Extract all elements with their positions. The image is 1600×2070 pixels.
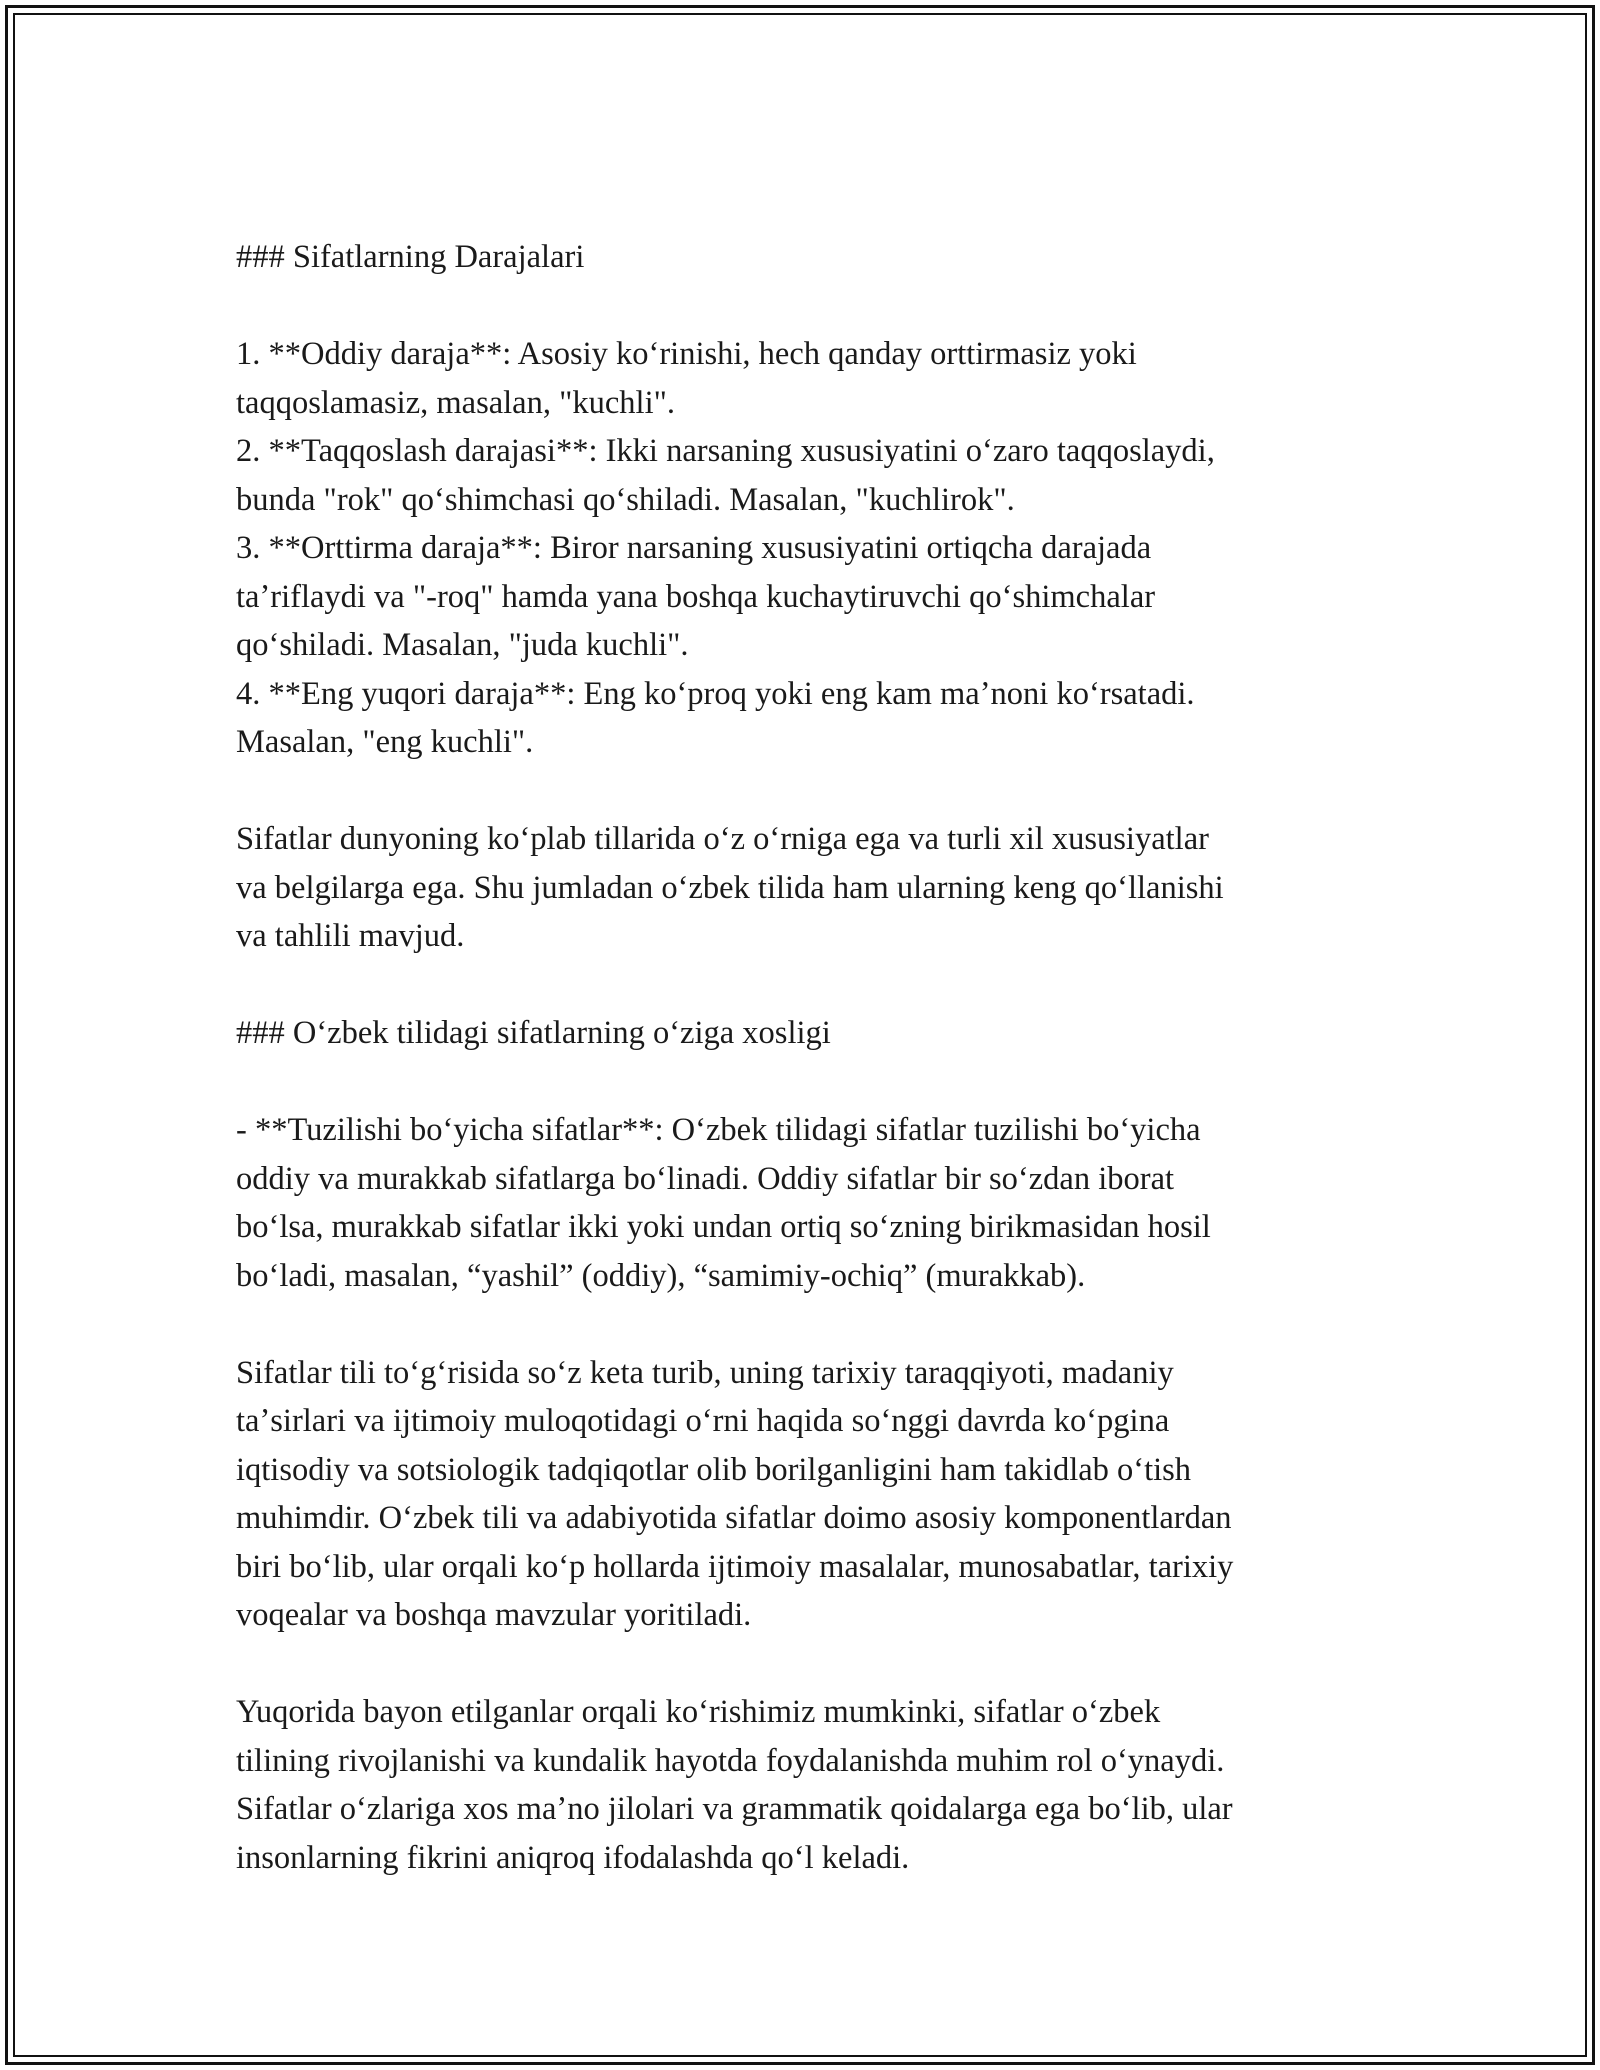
list-line: 2. **Taqqoslash darajasi**: Ikki narsaning xususiyatini oʻzaro taqqoslaydi,	[236, 433, 1215, 469]
paragraph-line: iqtisodiy va sotsiologik tadqiqotlar olib borilganligini ham takidlab oʻtish	[236, 1451, 1192, 1488]
spacer	[236, 1300, 1376, 1349]
bullet-line: - **Tuzilishi boʻyicha sifatlar**: Oʻzbek tilidagi sifatlar tuzilishi boʻyicha	[236, 1112, 1201, 1148]
spacer	[236, 282, 1376, 331]
bullet-line: boʻladi, masalan, “yashil” (oddiy), “samimiy-ochiq” (murakkab).	[236, 1257, 1086, 1294]
bullet-line: oddiy va murakkab sifatlarga boʻlinadi. Oddiy sifatlar bir soʻzdan iborat	[236, 1160, 1175, 1197]
paragraph-line: tilining rivojlanishi va kundalik hayotda foydalanishda muhim rol oʻynaydi.	[236, 1742, 1225, 1779]
paragraph-line: Sifatlar tili toʻgʻrisida soʻz keta turib, uning tarixiy taraqqiyoti, madaniy	[236, 1354, 1174, 1391]
spacer	[236, 961, 1376, 1010]
list-line: bunda "rok" qoʻshimchasi qoʻshiladi. Masalan, "kuchlirok".	[236, 481, 1015, 518]
list-line: 3. **Orttirma daraja**: Biror narsaning xususiyatini ortiqcha darajada	[236, 530, 1152, 566]
list-line: Masalan, "eng kuchli".	[236, 724, 534, 760]
list-line: 1. **Oddiy daraja**: Asosiy koʻrinishi, hech qanday orttirmasiz yoki	[236, 336, 1137, 372]
list-line: taqqoslamasiz, masalan, "kuchli".	[236, 384, 675, 421]
spacer	[236, 1640, 1376, 1689]
section-heading-darajalar: ### Sifatlarning Darajalari	[236, 239, 585, 275]
paragraph-line: Yuqorida bayon etilganlar orqali koʻrishimiz mumkinki, sifatlar oʻzbek	[236, 1694, 1161, 1730]
spacer	[236, 767, 1376, 816]
bullet-structure	[236, 1106, 1376, 1300]
paragraph-line: taʼsirlari va ijtimoiy muloqotidagi oʻrni haqida soʻnggi davrda koʻpgina	[236, 1403, 1170, 1439]
bullet-line: boʻlsa, murakkab sifatlar ikki yoki undan ortiq soʻzning birikmasidan hosil	[236, 1209, 1211, 1245]
paragraph-world-languages	[236, 815, 1376, 961]
list-line: taʼriflaydi va "-roq" hamda yana boshqa kuchaytiruvchi qoʻshimchalar	[236, 578, 1156, 615]
paragraph-line: biri boʻlib, ular orqali koʻp hollarda ijtimoiy masalalar, munosabatlar, tarixiy	[236, 1548, 1234, 1585]
paragraph-line: muhimdir. Oʻzbek tili va adabiyotida sifatlar doimo asosiy komponentlardan	[236, 1500, 1232, 1536]
spacer	[236, 1058, 1376, 1107]
paragraph-history	[236, 1349, 1376, 1640]
paragraph-line: voqealar va boshqa mavzular yoritiladi.	[236, 1597, 752, 1633]
paragraph-line: va tahlili mavjud.	[236, 918, 465, 954]
document-body	[236, 233, 1376, 1882]
section-heading-uzbek-specifics: ### Oʻzbek tilidagi sifatlarning oʻziga xosligi	[236, 1015, 831, 1051]
paragraph-conclusion	[236, 1688, 1376, 1882]
paragraph-line: Sifatlar oʻzlariga xos maʼno jilolari va grammatik qoidalarga ega boʻlib, ular	[236, 1791, 1233, 1827]
list-line: qoʻshiladi. Masalan, "juda kuchli".	[236, 627, 689, 663]
list-line: 4. **Eng yuqori daraja**: Eng koʻproq yoki eng kam maʼnoni koʻrsatadi.	[236, 675, 1195, 712]
paragraph-line: va belgilarga ega. Shu jumladan oʻzbek tilida ham ularning keng qoʻllanishi	[236, 869, 1224, 906]
paragraph-line: insonlarning fikrini aniqroq ifodalashda qoʻl keladi.	[236, 1839, 910, 1876]
degrees-list	[236, 330, 1376, 767]
paragraph-line: Sifatlar dunyoning koʻplab tillarida oʻz oʻrniga ega va turli xil xususiyatlar	[236, 821, 1209, 857]
